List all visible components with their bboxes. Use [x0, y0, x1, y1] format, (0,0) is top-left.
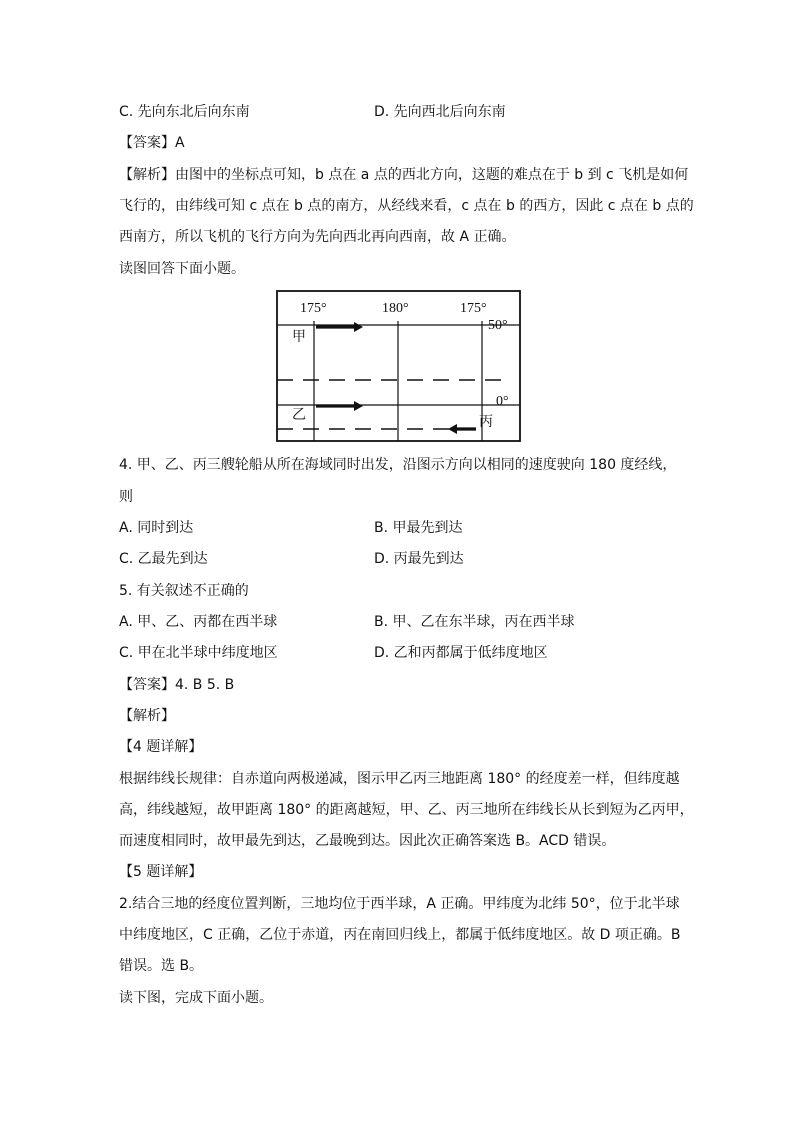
- q5-detail-heading: 【5 题详解】: [119, 864, 203, 880]
- q4-stem-line-2: 则: [119, 489, 133, 505]
- label-ship-yi: 乙: [292, 407, 306, 423]
- analysis-label: 【解析】: [119, 708, 175, 724]
- q5-option-a: A. 甲、乙、丙都在西半球: [119, 614, 278, 630]
- q3-analysis-line-1: 【解析】由图中的坐标点可知，b 点在 a 点的西北方向，这题的难点在于 b 到 c 飞机是如何: [119, 167, 689, 183]
- q4-detail-line-2: 高，纬线越短，故甲距离 180° 的距离越短，甲、乙、丙三地所在纬线长从长到短为乙丙甲，: [119, 802, 694, 818]
- ship-jia-arrow-icon: [316, 322, 363, 332]
- q3-answer: 【答案】A: [119, 135, 185, 151]
- q4-detail-line-3: 而速度相同时，故甲最先到达，乙最晚到达。因此次正确答案选 B。ACD 错误。: [119, 833, 616, 849]
- q5-option-c: C. 甲在北半球中纬度地区: [119, 645, 278, 661]
- q5-option-b: B. 甲、乙在东半球，丙在西半球: [374, 614, 575, 630]
- q4-stem-line-1: 4. 甲、乙、丙三艘轮船从所在海域同时出发，沿图示方向以相同的速度驶向 180 度经线，: [119, 457, 677, 473]
- label-lon-175-right: 175°: [460, 301, 487, 316]
- ship-bing-arrow-icon: [448, 424, 476, 434]
- q4-option-a: A. 同时到达: [119, 520, 194, 536]
- label-lat-0: 0°: [496, 394, 509, 409]
- label-lon-180: 180°: [382, 301, 409, 316]
- label-ship-bing: 丙: [479, 414, 493, 430]
- label-lat-50: 50°: [488, 318, 508, 333]
- intro-read-next-figure: 读下图，完成下面小题。: [119, 990, 273, 1006]
- answers-4-5: 【答案】4. B 5. B: [119, 677, 235, 693]
- q5-option-d: D. 乙和丙都属于低纬度地区: [374, 645, 548, 661]
- q3-analysis-line-3: 西南方，所以飞机的飞行方向为先向西北再向西南，故 A 正确。: [119, 229, 516, 245]
- q4-option-b: B. 甲最先到达: [374, 520, 463, 536]
- intro-read-figure: 读图回答下面小题。: [119, 261, 245, 277]
- q3-analysis-line-2: 飞行的，由纬线可知 c 点在 b 点的南方，从经线来看，c 点在 b 的西方，因此 c 点在 b 点的: [119, 198, 694, 214]
- q5-detail-line-3: 错误。选 B。: [119, 958, 204, 974]
- q4-option-c: C. 乙最先到达: [119, 551, 208, 567]
- q4-option-d: D. 丙最先到达: [374, 551, 464, 567]
- q5-detail-line-1: 2.结合三地的经度位置判断，三地均位于西半球，A 正确。甲纬度为北纬 50°，位于北半球: [119, 896, 680, 912]
- label-ship-jia: 甲: [292, 329, 306, 345]
- label-lon-175-left: 175°: [300, 301, 327, 316]
- q5-stem: 5. 有关叙述不正确的: [119, 583, 249, 599]
- latitude-longitude-diagram: [276, 290, 522, 444]
- q3-option-c: C. 先向东北后向东南: [119, 104, 250, 120]
- q3-option-d: D. 先向西北后向东南: [374, 104, 506, 120]
- q5-detail-line-2: 中纬度地区，C 正确，乙位于赤道，丙在南回归线上，都属于低纬度地区。故 D 项正确。B: [119, 927, 681, 943]
- q4-detail-heading: 【4 题详解】: [119, 739, 203, 755]
- q4-detail-line-1: 根据纬线长规律：自赤道向两极递减，图示甲乙丙三地距离 180° 的经度差一样，但纬度越: [119, 771, 680, 787]
- ship-yi-arrow-icon: [316, 401, 363, 411]
